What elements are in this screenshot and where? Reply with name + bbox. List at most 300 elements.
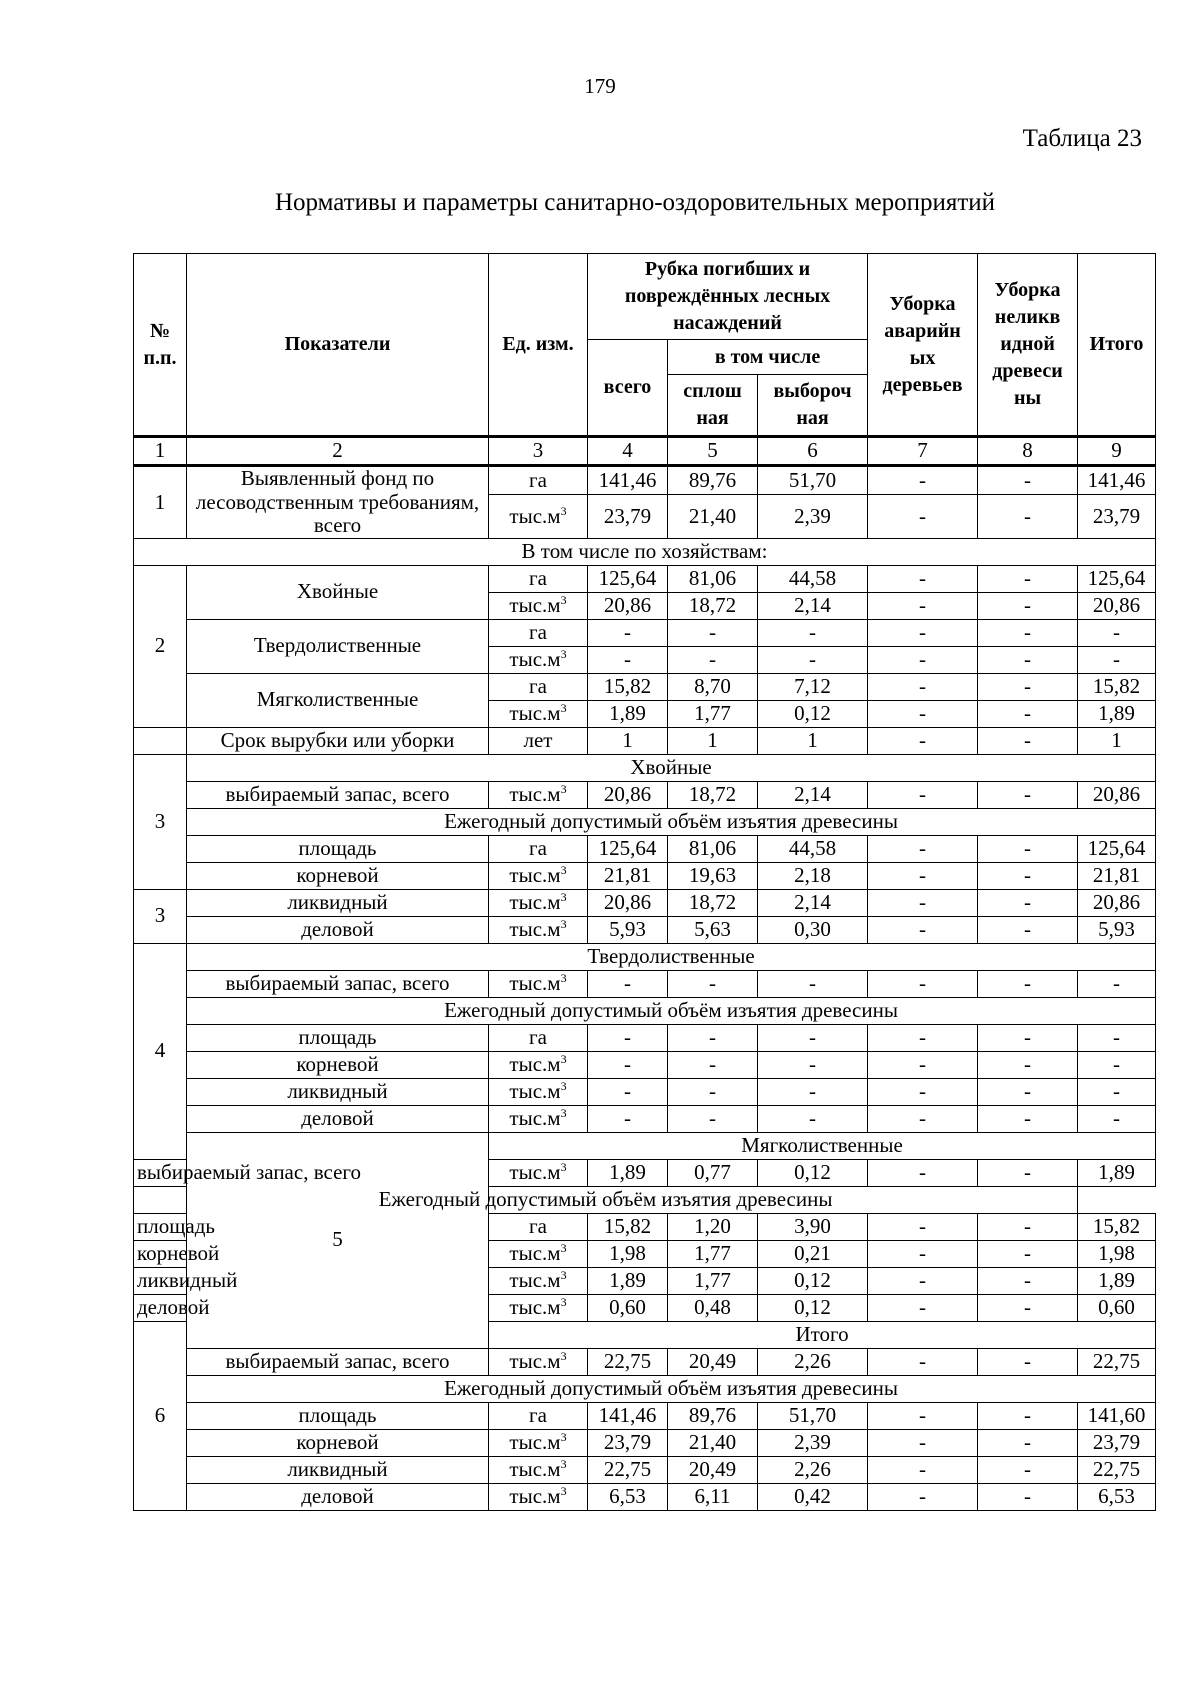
value-cell: 20,86 xyxy=(588,781,668,808)
value-cell: 15,82 xyxy=(588,673,668,700)
value-cell: 2,26 xyxy=(758,1348,868,1375)
unit-cell xyxy=(489,1051,588,1078)
unit-superscript: 3 xyxy=(560,1105,567,1120)
section-label: Твердолиственные xyxy=(187,943,1156,970)
section-label: Мягколиственные xyxy=(489,1132,1156,1159)
value-cell: - xyxy=(868,1483,978,1510)
value-cell: 20,86 xyxy=(1078,889,1156,916)
value-cell: 1,89 xyxy=(588,1267,668,1294)
value-cell: - xyxy=(1078,619,1156,646)
indicator-label: корневой xyxy=(187,1429,489,1456)
value-cell: - xyxy=(978,835,1078,862)
value-cell: 23,79 xyxy=(1078,1429,1156,1456)
value-cell: - xyxy=(978,727,1078,754)
value-cell: - xyxy=(868,1348,978,1375)
value-cell: 3,90 xyxy=(758,1213,868,1240)
value-cell: 125,64 xyxy=(1078,835,1156,862)
value-cell: - xyxy=(758,970,868,997)
value-cell: - xyxy=(868,862,978,889)
value-cell: 2,18 xyxy=(758,862,868,889)
value-cell: - xyxy=(868,970,978,997)
table-row xyxy=(134,1051,1156,1078)
col-number: 6 xyxy=(758,437,868,466)
unit-label: тыс.м xyxy=(509,1348,561,1373)
value-cell: - xyxy=(978,1213,1078,1240)
value-cell: - xyxy=(978,619,1078,646)
section-row xyxy=(134,997,1156,1024)
table-body xyxy=(134,437,1156,1511)
value-cell: 0,60 xyxy=(588,1294,668,1321)
unit-label: тыс.м xyxy=(509,1483,561,1508)
row-number: 3 xyxy=(134,754,187,889)
value-cell: 21,40 xyxy=(668,1429,758,1456)
value-cell: 51,70 xyxy=(758,466,868,495)
value-cell: - xyxy=(868,646,978,673)
value-cell: 15,82 xyxy=(1078,1213,1156,1240)
table-row xyxy=(134,862,1156,889)
value-cell: - xyxy=(668,970,758,997)
indicator-label: корневой xyxy=(187,862,489,889)
value-cell: 15,82 xyxy=(588,1213,668,1240)
unit-cell xyxy=(489,1267,588,1294)
value-cell: - xyxy=(868,619,978,646)
value-cell: - xyxy=(668,1105,758,1132)
indicator-label: Хвойные xyxy=(187,565,489,619)
unit-label: тыс.м xyxy=(509,1078,561,1103)
section-row xyxy=(134,1132,1156,1159)
value-cell: 1,77 xyxy=(668,700,758,727)
section-row xyxy=(134,1375,1156,1402)
table-row xyxy=(134,916,1156,943)
header-itogo: Итого xyxy=(1078,254,1156,437)
value-cell: 2,14 xyxy=(758,592,868,619)
value-cell: 0,42 xyxy=(758,1483,868,1510)
value-cell: - xyxy=(588,1078,668,1105)
indicator-label: Выявленный фонд по лесоводственным требованиям, всего xyxy=(187,466,489,539)
table-row xyxy=(134,1159,1156,1186)
indicator-label: корневой xyxy=(134,1240,187,1267)
value-cell: 23,79 xyxy=(1078,495,1156,538)
indicator-label: выбираемый запас, всего xyxy=(134,1159,187,1186)
value-cell: - xyxy=(868,889,978,916)
value-cell: 6,53 xyxy=(588,1483,668,1510)
value-cell: 0,30 xyxy=(758,916,868,943)
section-label: Ежегодный допустимый объём изъятия древесины xyxy=(187,808,1156,835)
section-row xyxy=(134,943,1156,970)
value-cell: - xyxy=(978,1024,1078,1051)
value-cell: - xyxy=(868,1402,978,1429)
value-cell: - xyxy=(588,619,668,646)
table-row xyxy=(134,889,1156,916)
header-total-all: всего xyxy=(588,340,668,437)
table-row xyxy=(134,1456,1156,1483)
table-row xyxy=(134,466,1156,495)
table-row xyxy=(134,619,1156,646)
col-number: 5 xyxy=(668,437,758,466)
unit-superscript: 3 xyxy=(560,916,567,931)
header-illiquid: Уборка неликв идной древеси ны xyxy=(978,254,1078,437)
value-cell: - xyxy=(978,646,1078,673)
value-cell: - xyxy=(978,1483,1078,1510)
value-cell: - xyxy=(868,1456,978,1483)
value-cell: 15,82 xyxy=(1078,673,1156,700)
value-cell: - xyxy=(978,1456,1078,1483)
value-cell: 23,79 xyxy=(588,1429,668,1456)
value-cell: - xyxy=(668,1051,758,1078)
value-cell: - xyxy=(978,889,1078,916)
value-cell: - xyxy=(978,495,1078,538)
table-row xyxy=(134,1105,1156,1132)
unit-label: тыс.м xyxy=(509,862,561,887)
value-cell: 5,63 xyxy=(668,916,758,943)
table-row xyxy=(134,1402,1156,1429)
section-row xyxy=(134,808,1156,835)
value-cell: 1,89 xyxy=(588,1159,668,1186)
unit-cell: га xyxy=(489,1213,588,1240)
unit-cell xyxy=(489,646,588,673)
row-number: 4 xyxy=(134,943,187,1159)
value-cell: 1,89 xyxy=(1078,1159,1156,1186)
value-cell: - xyxy=(978,970,1078,997)
indicator-label: Твердолиственные xyxy=(187,619,489,673)
value-cell: - xyxy=(868,1051,978,1078)
indicator-label: Мягколиственные xyxy=(187,673,489,727)
value-cell: - xyxy=(868,727,978,754)
unit-superscript: 3 xyxy=(560,646,567,661)
section-label: Ежегодный допустимый объём изъятия древесины xyxy=(134,1186,1078,1213)
value-cell: 20,49 xyxy=(668,1348,758,1375)
value-cell: - xyxy=(978,1105,1078,1132)
unit-cell xyxy=(489,592,588,619)
unit-cell: га xyxy=(489,619,588,646)
table-row xyxy=(134,565,1156,592)
value-cell: 6,53 xyxy=(1078,1483,1156,1510)
unit-cell xyxy=(489,1159,588,1186)
unit-superscript: 3 xyxy=(560,700,567,715)
table-row xyxy=(134,835,1156,862)
header-selective: выбороч ная xyxy=(758,375,868,437)
unit-superscript: 3 xyxy=(560,1051,567,1066)
value-cell: 125,64 xyxy=(1078,565,1156,592)
value-cell: 20,86 xyxy=(1078,592,1156,619)
row-number: 2 xyxy=(134,565,187,727)
value-cell: 22,75 xyxy=(588,1456,668,1483)
header-felling-group: Рубка погибших и повреждённых лесных насаждений xyxy=(588,254,868,340)
unit-superscript: 3 xyxy=(560,592,567,607)
column-numbers-row xyxy=(134,437,1156,466)
value-cell: 23,79 xyxy=(588,495,668,538)
col-number: 7 xyxy=(868,437,978,466)
value-cell: 0,12 xyxy=(758,1267,868,1294)
header-emergency: Уборка аварийн ых деревьев xyxy=(868,254,978,437)
table-row xyxy=(134,1348,1156,1375)
value-cell: - xyxy=(868,1294,978,1321)
unit-superscript: 3 xyxy=(560,1348,567,1363)
col-number: 2 xyxy=(187,437,489,466)
value-cell: 0,48 xyxy=(668,1294,758,1321)
col-number: 1 xyxy=(134,437,187,466)
value-cell: - xyxy=(978,700,1078,727)
unit-label: тыс.м xyxy=(509,1456,561,1481)
header-unit: Ед. изм. xyxy=(489,254,588,437)
table-row xyxy=(134,727,1156,754)
value-cell: 1,89 xyxy=(588,700,668,727)
value-cell: - xyxy=(868,1024,978,1051)
value-cell: - xyxy=(758,1024,868,1051)
indicator-label: деловой xyxy=(187,1483,489,1510)
row-number: 5 xyxy=(187,1132,489,1348)
value-cell: - xyxy=(868,916,978,943)
value-cell: - xyxy=(758,1078,868,1105)
value-cell: - xyxy=(978,466,1078,495)
value-cell: 1,98 xyxy=(1078,1240,1156,1267)
value-cell: 0,12 xyxy=(758,1294,868,1321)
value-cell: - xyxy=(978,673,1078,700)
value-cell: 1,89 xyxy=(1078,700,1156,727)
value-cell: - xyxy=(868,565,978,592)
value-cell: - xyxy=(978,592,1078,619)
unit-cell xyxy=(489,495,588,538)
value-cell: 2,39 xyxy=(758,1429,868,1456)
value-cell: - xyxy=(668,646,758,673)
value-cell: 125,64 xyxy=(588,565,668,592)
unit-cell: га xyxy=(489,673,588,700)
unit-cell xyxy=(489,1483,588,1510)
value-cell: - xyxy=(588,1105,668,1132)
header-including: в том числе xyxy=(668,340,868,375)
unit-label: тыс.м xyxy=(509,916,561,941)
unit-cell xyxy=(489,862,588,889)
table-row xyxy=(134,970,1156,997)
value-cell: 1,20 xyxy=(668,1213,758,1240)
indicator-label: ликвидный xyxy=(187,1456,489,1483)
value-cell: 18,72 xyxy=(668,781,758,808)
value-cell: 7,12 xyxy=(758,673,868,700)
value-cell: 141,46 xyxy=(588,1402,668,1429)
unit-label: тыс.м xyxy=(509,1105,561,1130)
value-cell: 20,49 xyxy=(668,1456,758,1483)
value-cell: 21,40 xyxy=(668,495,758,538)
unit-cell xyxy=(489,1348,588,1375)
value-cell: - xyxy=(588,646,668,673)
indicator-label: деловой xyxy=(187,1105,489,1132)
value-cell: 8,70 xyxy=(668,673,758,700)
value-cell: - xyxy=(1078,1024,1156,1051)
value-cell: - xyxy=(868,1429,978,1456)
value-cell: 141,60 xyxy=(1078,1402,1156,1429)
unit-label: тыс.м xyxy=(509,889,561,914)
value-cell: - xyxy=(588,1051,668,1078)
unit-cell: га xyxy=(489,1024,588,1051)
indicator-label: деловой xyxy=(187,916,489,943)
value-cell: 21,81 xyxy=(1078,862,1156,889)
indicator-label: ликвидный xyxy=(187,1078,489,1105)
value-cell: 81,06 xyxy=(668,565,758,592)
unit-label: тыс.м xyxy=(509,970,561,995)
value-cell: 44,58 xyxy=(758,835,868,862)
unit-cell: лет xyxy=(489,727,588,754)
value-cell: 22,75 xyxy=(1078,1348,1156,1375)
value-cell: 1 xyxy=(668,727,758,754)
table-title: Нормативы и параметры санитарно-оздоровительных мероприятий xyxy=(274,189,996,216)
unit-superscript: 3 xyxy=(560,1294,567,1309)
table-label: Таблица 23 xyxy=(1022,125,1142,152)
value-cell: - xyxy=(668,1078,758,1105)
unit-cell xyxy=(489,1240,588,1267)
unit-superscript: 3 xyxy=(560,889,567,904)
unit-cell xyxy=(489,1105,588,1132)
unit-cell xyxy=(489,700,588,727)
value-cell: 1,98 xyxy=(588,1240,668,1267)
unit-superscript: 3 xyxy=(560,781,567,796)
value-cell: - xyxy=(668,1024,758,1051)
value-cell: 19,63 xyxy=(668,862,758,889)
row-number: 3 xyxy=(134,889,187,943)
table-row xyxy=(134,1483,1156,1510)
unit-cell: га xyxy=(489,565,588,592)
unit-superscript: 3 xyxy=(560,1267,567,1282)
indicator-label: ликвидный xyxy=(134,1267,187,1294)
indicator-label: деловой xyxy=(134,1294,187,1321)
value-cell: 81,06 xyxy=(668,835,758,862)
unit-label: тыс.м xyxy=(509,1429,561,1454)
row-number xyxy=(134,727,187,754)
section-label: Ежегодный допустимый объём изъятия древесины xyxy=(187,997,1156,1024)
unit-label: тыс.м xyxy=(509,1267,561,1292)
value-cell: 0,12 xyxy=(758,1159,868,1186)
value-cell: - xyxy=(668,619,758,646)
unit-superscript: 3 xyxy=(560,970,567,985)
table-row xyxy=(134,781,1156,808)
value-cell: 44,58 xyxy=(758,565,868,592)
value-cell: - xyxy=(588,1024,668,1051)
value-cell: - xyxy=(1078,1051,1156,1078)
unit-cell xyxy=(489,1294,588,1321)
value-cell: - xyxy=(868,781,978,808)
unit-cell xyxy=(489,781,588,808)
value-cell: 22,75 xyxy=(1078,1456,1156,1483)
unit-superscript: 3 xyxy=(560,1483,567,1498)
section-label: Хвойные xyxy=(187,754,1156,781)
unit-label: тыс.м xyxy=(509,503,561,528)
value-cell: - xyxy=(1078,1105,1156,1132)
unit-label: тыс.м xyxy=(509,1240,561,1265)
col-number: 8 xyxy=(978,437,1078,466)
indicator-label: Срок вырубки или уборки xyxy=(187,727,489,754)
value-cell: - xyxy=(1078,970,1156,997)
value-cell: - xyxy=(758,619,868,646)
row-number: 1 xyxy=(134,466,187,539)
value-cell: 0,21 xyxy=(758,1240,868,1267)
header-indicators: Показатели xyxy=(187,254,489,437)
indicator-label: площадь xyxy=(187,835,489,862)
value-cell: 51,70 xyxy=(758,1402,868,1429)
value-cell: - xyxy=(978,1159,1078,1186)
value-cell: 1 xyxy=(588,727,668,754)
value-cell: - xyxy=(868,495,978,538)
value-cell: 18,72 xyxy=(668,592,758,619)
value-cell: 89,76 xyxy=(668,1402,758,1429)
value-cell: 1,77 xyxy=(668,1267,758,1294)
value-cell: - xyxy=(758,1051,868,1078)
value-cell: - xyxy=(868,1105,978,1132)
unit-cell xyxy=(489,889,588,916)
value-cell: - xyxy=(868,1159,978,1186)
unit-label: тыс.м xyxy=(509,1159,561,1184)
unit-label: тыс.м xyxy=(509,781,561,806)
value-cell: 21,81 xyxy=(588,862,668,889)
value-cell: - xyxy=(1078,1078,1156,1105)
value-cell: 18,72 xyxy=(668,889,758,916)
unit-label: тыс.м xyxy=(509,592,561,617)
indicator-label: выбираемый запас, всего xyxy=(187,781,489,808)
value-cell: - xyxy=(1078,646,1156,673)
value-cell: - xyxy=(868,1213,978,1240)
indicator-label: ликвидный xyxy=(187,889,489,916)
value-cell: 2,14 xyxy=(758,781,868,808)
unit-superscript: 3 xyxy=(560,1240,567,1255)
unit-label: тыс.м xyxy=(509,646,561,671)
value-cell: 1,77 xyxy=(668,1240,758,1267)
value-cell: - xyxy=(868,1078,978,1105)
page-number: 179 xyxy=(584,74,616,98)
value-cell: 22,75 xyxy=(588,1348,668,1375)
value-cell: - xyxy=(868,1267,978,1294)
unit-label: тыс.м xyxy=(509,1294,561,1319)
unit-cell: га xyxy=(489,1402,588,1429)
value-cell: - xyxy=(978,1294,1078,1321)
indicator-label: выбираемый запас, всего xyxy=(187,1348,489,1375)
value-cell: - xyxy=(868,592,978,619)
value-cell: 0,12 xyxy=(758,700,868,727)
value-cell: 5,93 xyxy=(1078,916,1156,943)
indicator-label: корневой xyxy=(187,1051,489,1078)
unit-superscript: 3 xyxy=(560,1456,567,1471)
table-row xyxy=(134,1429,1156,1456)
unit-cell xyxy=(489,970,588,997)
table-row xyxy=(134,1078,1156,1105)
unit-label: тыс.м xyxy=(509,1051,561,1076)
value-cell: - xyxy=(758,1105,868,1132)
value-cell: - xyxy=(978,1429,1078,1456)
table-row xyxy=(134,1024,1156,1051)
value-cell: - xyxy=(978,781,1078,808)
section-row xyxy=(134,1186,1156,1213)
unit-superscript: 3 xyxy=(560,503,567,518)
value-cell: - xyxy=(978,1402,1078,1429)
unit-label: тыс.м xyxy=(509,700,561,725)
section-label: Ежегодный допустимый объём изъятия древесины xyxy=(187,1375,1156,1402)
row-number: 6 xyxy=(134,1321,187,1510)
value-cell: 20,86 xyxy=(588,889,668,916)
value-cell: 0,77 xyxy=(668,1159,758,1186)
col-number: 9 xyxy=(1078,437,1156,466)
value-cell: - xyxy=(588,970,668,997)
norms-table xyxy=(133,253,1156,1511)
unit-cell xyxy=(489,916,588,943)
value-cell: 141,46 xyxy=(588,466,668,495)
value-cell: 20,86 xyxy=(588,592,668,619)
section-row xyxy=(134,538,1156,565)
indicator-label: выбираемый запас, всего xyxy=(187,970,489,997)
header-clear: сплош ная xyxy=(668,375,758,437)
unit-cell xyxy=(489,1429,588,1456)
section-label: В том числе по хозяйствам: xyxy=(134,538,1156,565)
value-cell: - xyxy=(868,673,978,700)
value-cell: - xyxy=(978,1051,1078,1078)
unit-superscript: 3 xyxy=(560,1159,567,1174)
value-cell: - xyxy=(978,1348,1078,1375)
